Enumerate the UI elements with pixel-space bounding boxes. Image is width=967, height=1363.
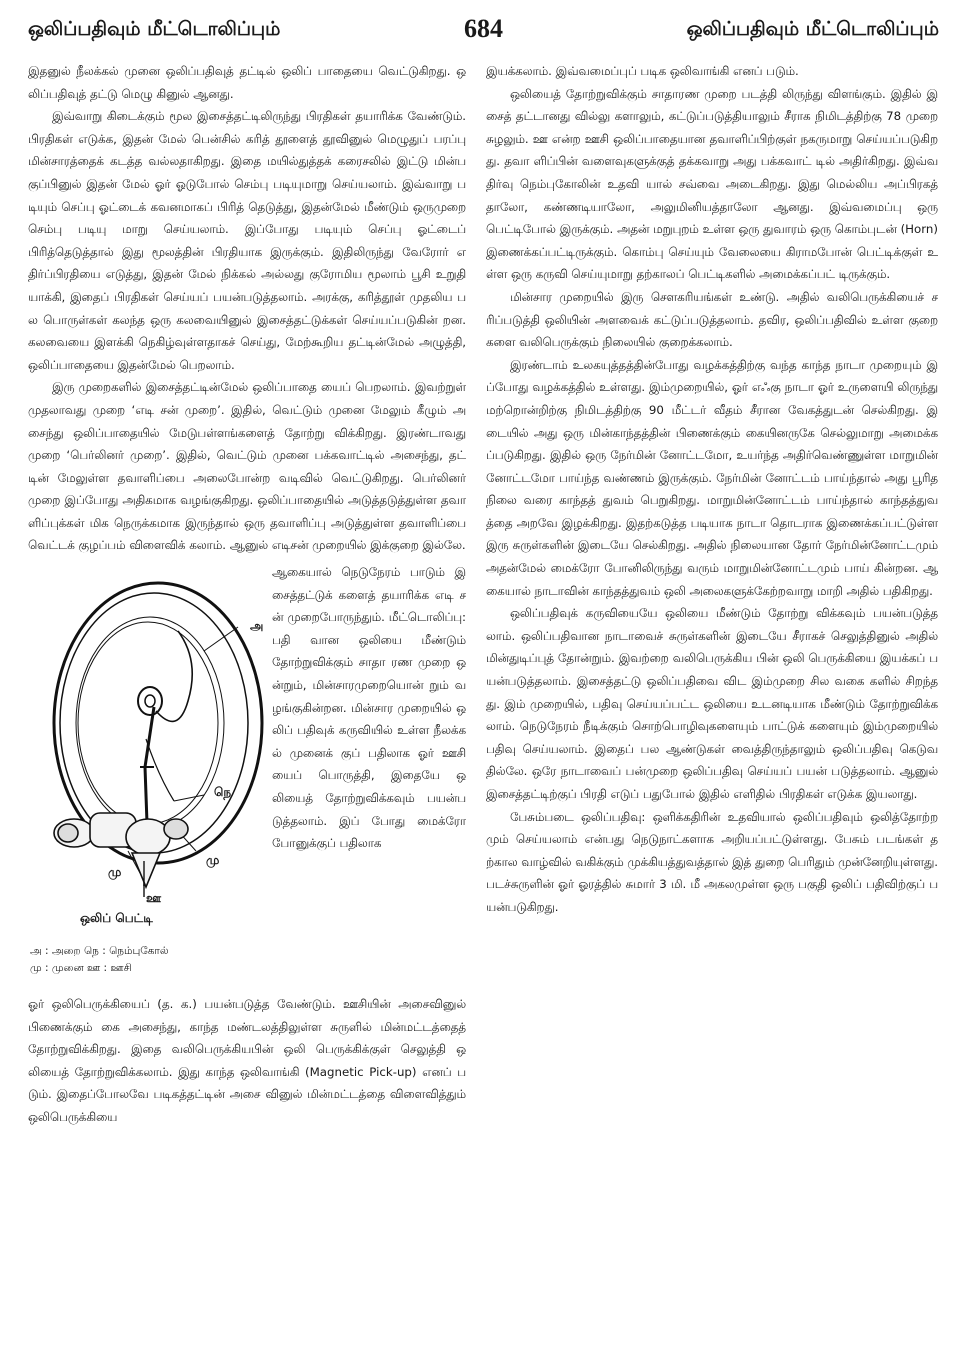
page-header [28,14,939,52]
paragraph: இதனுல் நீலக்கல் முனை ஒலிப்பதிவுத் தட்டில் ஒலிப் பாதையை வெட்டுகிறது. ஒலிப்பதிவுத் தட்டு மெழு கினுல் ஆனது. [28,64,466,101]
sound-box-illustration [28,561,268,921]
figure-label-oo: ஊ [146,891,162,906]
figure-row [28,561,466,993]
figure-side-text [272,561,466,993]
paragraph: ஆகையால் நெடுநேரம் பாடும் இசைத்தட்டுக் களைத் தயாரிக்க எடி சன் முறைபோருந்தும். மீட்டொலிப்பு: பதி வான ஒலியை மீண்டும் தோற்றுவிக்கும் சாதா ரண முறை ஒன்றும், மின்சாரமுறையொன் றும் வழங்குகின்றன. மின்சார முறையில் ஒலிப் பதிவுக் கருவியில் உள்ள நீலக்கல் முனைக் குப் பதிலாக ஓர் ஊசி யைப் பொருத்தி, இதையே ஒலியைத் தோற்றுவிக்கவும் பயன்படுத்தலாம். இப் போது மைக்ரோ போனுக்குப் பதிலாக [272,565,466,851]
figure-legend-line: அ : அறை நெ : நெம்புகோல் [30,945,169,958]
right-column [486,60,938,1350]
figure-caption: ஒலிப் பெட்டி [80,911,153,926]
paragraph: ஒலியைத் தோற்றுவிக்கும் சாதாரண முறை படத்தி லிருந்து விளங்கும். இதில் இசைத் தட்டானது வில்லு களாலும், கட்டுப்படுத்தியாலும் சீராக நிமிடத்திற்கு 78 முறை சுழலும். ஊ என்ற ஊசி ஒலிப்பாதையான தவாளிப்பிற்குள் நகருமாறு செய்யப்படுகிறது. தவா ளிப்பின் வளைவுகளுக்குத் தக்கவாறு அது பக்கவாட் டில் அதிர்கிறது. இவ்வதிர்வு நெம்புகோலின் உதவி யால் சவ்வை அடைகிறது. இது மெல்லிய அப்பிரகத் தாலோ, கண்ணடியாலோ, அலுமினியத்தாலோ ஆனது. இவ்வமைப்பு ஒரு பெட்டிபோல் இருக்கும். அதன் மறுபுறம் உள்ள ஒரு துவாரம் ஒரு கொம்புடன் (Horn) இணைக்கப்பட்டிருக்கும். கொம்பு செய்யும் வேலையை கிராமபோன் பெட்டிக்குள் உள்ள ஒரு கருவி செய்யுமாறு தற்காலப் பெட்டிகளில் அமைக்கப்பட் டிருக்கும். [486,86,938,282]
figure-legend-line: மு : முனை ஊ : ஊசி [30,962,132,975]
paragraph: ஒலிப்பதிவுக் கருவியையே ஒலியை மீண்டும் தோற்று விக்கவும் பயன்படுத்தலாம். ஒலிப்பதிவான நாடாவைச் சுருள்களின் இடையே சீராகச் செலுத்தினுல் அதில் மின்துடிப்புத் தோன்றும். இவற்றை வலிபெருக்கிய பின் ஒலி பெருக்கியை இயக்கப் பயன்படுத்தலாம். இசைத்தட்டு ஒலிப்பதிவை விட இம்முறை சில வகை களில் சிறந்தது. இம் முறையில், பதிவு செய்யப்பட்ட ஒலியை உடனடியாக மீண்டும் தோற்றுவிக்கலாம். நெடுநேரம் நீடிக்கும் சொற்பொழிவுகளையும் பாட்டுக் களையும் இம்முறையில் பதிவு செய்யலாம். இதைப் பல ஆண்டுகள் வைத்திருந்தாலும் ஒலிப்பதிவு கெடுவதில்லே. ஒரே நாடாவைப் பன்முறை ஒலிப்பதிவு செய்யப் பயன் படுத்தலாம். ஆனுல் இசைத்தட்டிற்குப் பிரதி எடுப் பதுபோல் இதில் எளிதில் பிரதிகள் எடுக்க இயலாது. [486,606,938,801]
paragraph: பேசும்படை ஒலிப்பதிவு: ஒளிக்கதிரின் உதவியால் ஒலிப்பதிவும் ஒலித்தோற்றமும் செய்யலாம் என்பது நெடுநாட்களாக அறியப்பட்டுள்ளது. பேசும் படங்கள் தற்கால வாழ்வில் வகிக்கும் முக்கியத்துவத்தால் இத் துறை பெரிதும் முன்னேறியுள்ளது. படச்சுருளின் ஓர் ஓரத்தில் சுமார் 3 மி. மீ அகலமுள்ள ஒரு பகுதி ஒலிப் பதிவிற்குப் பயன்படுகிறது. [486,809,938,914]
paragraph: இரண்டாம் உலகயுத்தத்தின்போது வழக்கத்திற்கு வந்த காந்த நாடா முறையும் இப்போது வழக்கத்தில் உள்ளது. இம்முறையில், ஓர் எஃகு நாடா ஓர் உருளையி லிருந்து மற்றொன்றிற்கு நிமிடத்திற்கு 90 மீட்டர் வீதம் சீரான வேகத்துடன் செல்கிறது. இடையில் அது ஒரு மின்காந்தத்தின் பிணைக்கும் கையினருகே செல்லுமாறு அமைக்கப்படுகிறது. இதில் ஒரு நேர்மின் னோட்டமோ, உயர்ந்த அதிர்வெண்ணுள்ள மாறுமின் னோட்டமோ பாய்ந்த வண்ணம் இருக்கும். நேர்மின் னோட்டம் பாய்ந்தால் அது பூரித நிலை வரை காந்தத் துவம் பெறுகிறது. மாறுமின்னோட்டம் பாய்ந்தால் காந்தத்துவத்தை அறவே இழக்கிறது. இதற்கடுத்த படியாக நாடா தொடராக இணைக்கப்பட்டுள்ள இரு சுருள்களின் இடையே செல்கிறது. அதில் நிலையான தோர் நேர்மின்னோட்டமும் அதன்மேல் மைக்ரோ போனிலிருந்து வரும் மாறுமின்னோட்டமும் பாய் கின்றன. ஆகையால் நாடாவின் காந்தத்துவம் ஒலி அலைகளுக்கேற்றவாறு மாறி அதில் பதிகிறது. [486,357,938,598]
page-number: 684 [464,14,503,43]
sound-box-figure [28,561,268,993]
paragraph: மின்சார முறையில் இரு சௌகரியங்கள் உண்டு. அதில் வலிபெருக்கியைச் சரிப்படுத்தி ஒலியின் அளவைக் கட்டுப்படுத்தலாம். தவிர, ஒலிப்பதிவில் உள்ள குறை களை வலிபெருக்கும் நிலையில் குறைக்கலாம். [486,289,938,350]
paragraph: இரு முறைகளில் இசைத்தட்டின்மேல் ஒலிப்பாதை யைப் பெறலாம். இவற்றுள் முதலாவது முறை ‘எடி சன் முறை’. இதில், வெட்டும் முனை மேலும் கீழும் அசைந்து ஒலிப்பாதையில் மேடுபள்ளங்களைத் தோற்று விக்கிறது. இரண்டாவது முறை ‘பெர்லினர் முறை’. இதில், வெட்டும் முனை பக்கவாட்டில் அசைந்து, தட் டின் மேலுள்ள தவாளிப்பை அலைபோன்ற வடிவில் வெட்டுகிறது. பெர்லினர் முறை இப்போது அதிகமாக வழங்குகிறது. ஒலிப்பாதையில் அடுத்தடுத்துள்ள தவா ளிப்புக்கள் மிக நெருக்கமாக இருந்தால் ஒரு தவாளிப்பு அடுத்துள்ள தவாளிப்பை வெட்டக் குழப்பம் விளைவிக் கலாம். ஆனுல் எடிசன் முறையில் இக்குறை இல்லே. [28,380,466,553]
running-title-right: ஒலிப்பதிவும் மீட்டொலிப்பும் [686,18,939,40]
figure-label-a: அ [250,619,264,634]
paragraph: ஓர் ஒலிபெருக்கியைப் (த. க.) பயன்படுத்த வேண்டும். ஊசியின் அசைவினுல் பிணைக்கும் கை அசைந்து, காந்த மண்டலத்திலுள்ள சுருளில் மின்மட்டத்தைத் தோற்றுவிக்கிறது. இதை வலிபெருக்கியபின் ஒலி பெருக்கிக்குள் செலுத்தி ஒலியைத் தோற்றுவிக்கலாம். இது காந்த ஒலிவாங்கி (Magnetic Pick-up) எனப் படும். இதைப்போலவே படிகத்தட்டின் அசை வினுல் மின்மட்டத்தை விளைவித்தும் ஒலிபெருக்கியை [28,997,466,1125]
figure-label-mu-right: மு [206,853,220,868]
figure-label-ne: நெ [214,785,232,800]
figure-label-mu-left: மு [108,865,122,880]
figure-legend [30,943,169,977]
paragraph: இயக்கலாம். இவ்வமைப்புப் படிக ஒலிவாங்கி எனப் படும். [486,64,799,78]
paragraph: இவ்வாறு கிடைக்கும் மூல இசைத்தட்டிலிருந்து பிரதிகள் தயாரிக்க வேண்டும். பிரதிகள் எடுக்க, இதன் மேல் பென்சில் கரித் தூளைத் தூவினுல் மெழுதுப் பரப்பு மின்சாரத்தைக் கடத்த வல்லதாகிறது. இதை மயில்துத்தக் கரைசலில் இட்டு மின்பகுப்பினுல் இதன் மேல் ஓர் ஓடுபோல் செம்பு படியுமாறு செய்யலாம். இவ்வாறு படியும் செப்பு ஓட்டைக் கவனமாகப் பிரித் தெடுத்து, இதன்மேல் மீண்டும் ஒருமுறை செம்பு படியு மாறு செய்யலாம். இப்போது படியும் செப்பு ஓட்டைப் பிரித்தெடுத்தால் இது மூலத்தின் பிரதியாக இருக்கும். இதிலிருந்து வேரோர் எதிர்ப்பிரதியை எடுத்து, இதன் மேல் நிக்கல் அல்லது குரோமிய மூலாம் பூசி உறுதி யாக்கி, இதைப் பிரதிகள் செய்யப் பயன்படுத்தலாம். அரக்கு, கரித்தூள் முதலிய பல பொருள்கள் கலந்த ஒரு கலவையினுல் இசைத்தட்டுக்கள் செய்யப்படுகின் றன. கலவையை இளக்கி நெகிழ்வுள்ளதாகச் செய்து, மேற்கூறிய தட்டின்மேல் அழுத்தி, ஒலிப்பாதையை இதன்மேல் பெறலாம். [28,109,466,372]
running-title-left: ஒலிப்பதிவும் மீட்டொலிப்பும் [28,18,281,40]
left-column [28,60,466,1350]
